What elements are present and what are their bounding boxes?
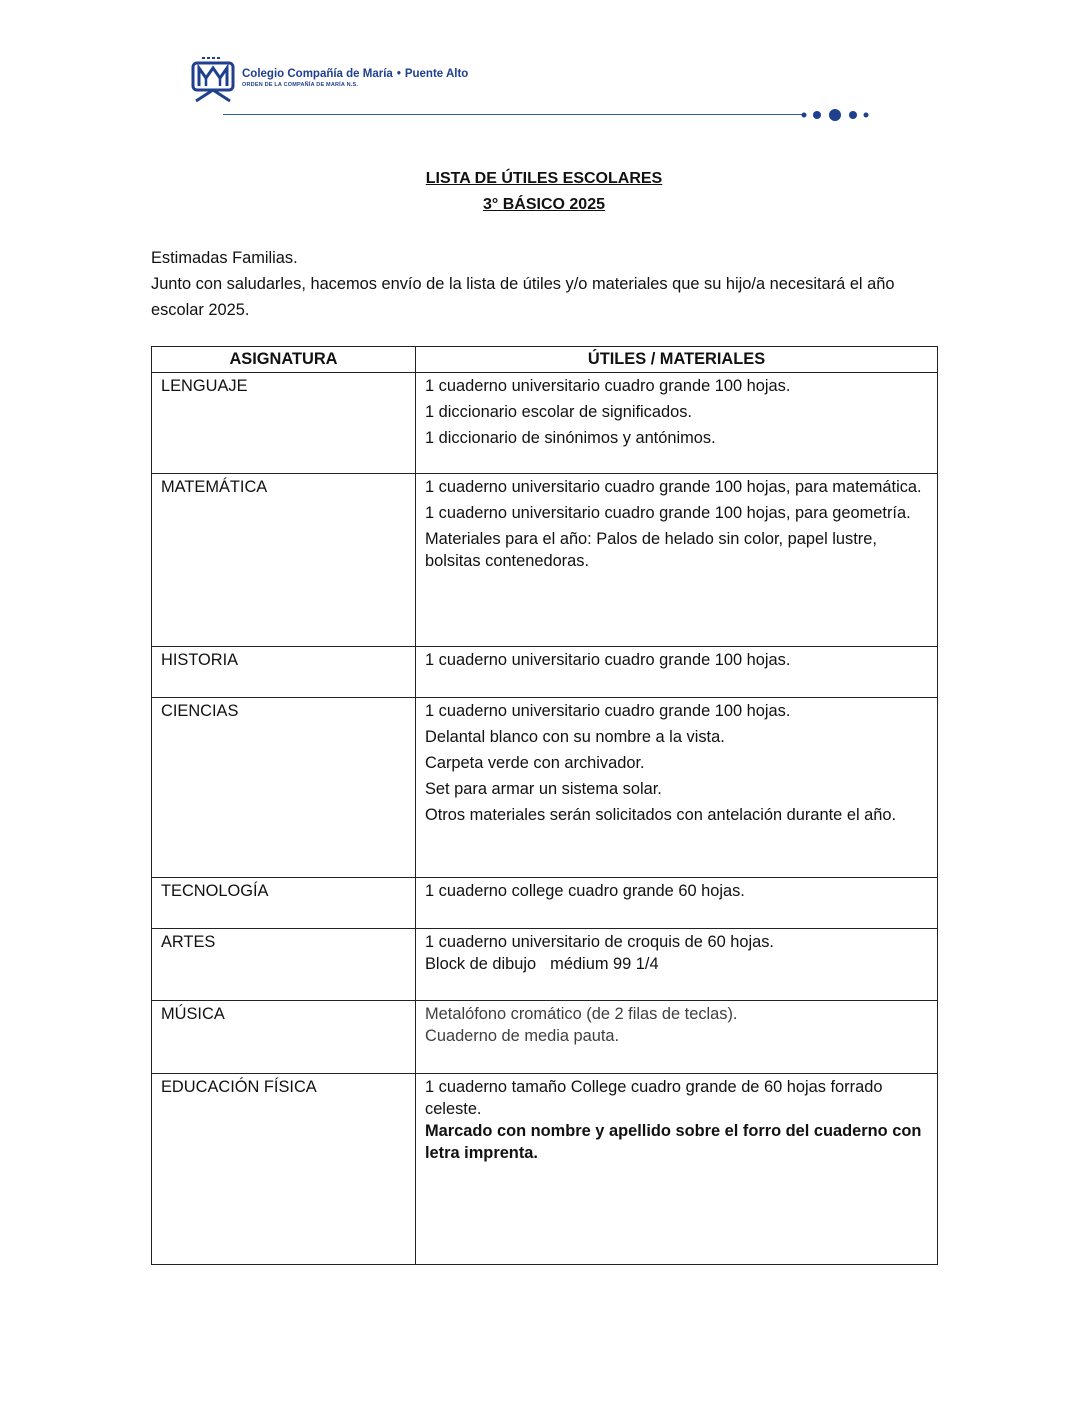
materials-cell [416,929,938,1001]
subject-cell: EDUCACIÓN FÍSICA [152,1074,416,1265]
list-item: Block de dibujo [425,955,537,973]
table-row [152,474,938,647]
table-row [152,878,938,929]
school-crest-icon [190,56,236,104]
materials-cell [416,878,938,929]
document-title: LISTA DE ÚTILES ESCOLARES [425,170,663,187]
table-row [152,647,938,698]
list-item: Delantal blanco con su nombre a la vista. [425,728,725,746]
list-item: 1 cuaderno universitario cuadro grande 100 hojas. [425,377,791,395]
list-item: 1 cuaderno college cuadro grande 60 hojas. [425,882,745,900]
header-rule [223,114,803,115]
materials-cell [416,373,938,474]
subject-cell: HISTORIA [152,647,416,698]
materials-cell [416,647,938,698]
subject-cell: MATEMÁTICA [152,474,416,647]
supplies-table [151,346,938,1265]
table-header-row [152,347,938,373]
subject-cell: ARTES [152,929,416,1001]
list-item: 1 cuaderno tamaño College cuadro grande de 60 hojas forrado celeste. [425,1078,883,1118]
list-item-group [425,953,928,975]
list-item: 1 cuaderno universitario cuadro grande 100 hojas. [425,651,791,669]
list-item: médium 99 1/4 [550,955,659,973]
list-item: Otros materiales serán solicitados con antelación durante el año. [425,806,897,824]
materials-cell [416,1074,938,1265]
intro [151,245,941,323]
table-row [152,929,938,1001]
subject-cell: TECNOLOGÍA [152,878,416,929]
subject-cell: CIENCIAS [152,698,416,878]
list-item: Carpeta verde con archivador. [425,754,645,772]
school-order: ORDEN DE LA COMPAÑÍA DE MARÍA N.S. [242,82,359,88]
materials-cell [416,698,938,878]
subject-cell: LENGUAJE [152,373,416,474]
school-name: Colegio Compañía de María • Puente Alto [242,68,469,80]
greeting: Estimadas Familias. [151,249,298,267]
document-subtitle: 3° BÁSICO 2025 [482,196,605,213]
table-row [152,1001,938,1074]
decorative-dots-icon [800,109,875,121]
list-item: Marcado con nombre y apellido sobre el forro del cuaderno con letra imprenta. [425,1122,922,1162]
list-item: 1 diccionario escolar de significados. [425,403,692,421]
intro-body: Junto con saludarles, hacemos envío de la lista de útiles y/o materiales que su hijo/a necesitará el año escolar 2025. [151,275,895,319]
list-item: 1 cuaderno universitario cuadro grande 100 hojas, para geometría. [425,504,911,522]
list-item: Cuaderno de media pauta. [425,1027,620,1045]
list-item: 1 cuaderno universitario cuadro grande 100 hojas. [425,702,791,720]
list-item: Set para armar un sistema solar. [425,780,662,798]
column-header-materials: ÚTILES / MATERIALES [416,347,938,373]
column-header-subject: ASIGNATURA [152,347,416,373]
list-item: Metalófono cromático (de 2 filas de teclas). [425,1005,738,1023]
list-item: Materiales para el año: Palos de helado sin color, papel lustre, bolsitas contenedoras. [425,530,877,570]
subject-cell: MÚSICA [152,1001,416,1074]
list-item: 1 cuaderno universitario cuadro grande 100 hojas, para matemática. [425,478,922,496]
table-row [152,1074,938,1265]
list-item: 1 diccionario de sinónimos y antónimos. [425,429,716,447]
materials-cell [416,474,938,647]
list-item: 1 cuaderno universitario de croquis de 60 hojas. [425,933,774,951]
letterhead [188,56,888,126]
table-row [152,373,938,474]
table-row [152,698,938,878]
materials-cell [416,1001,938,1074]
